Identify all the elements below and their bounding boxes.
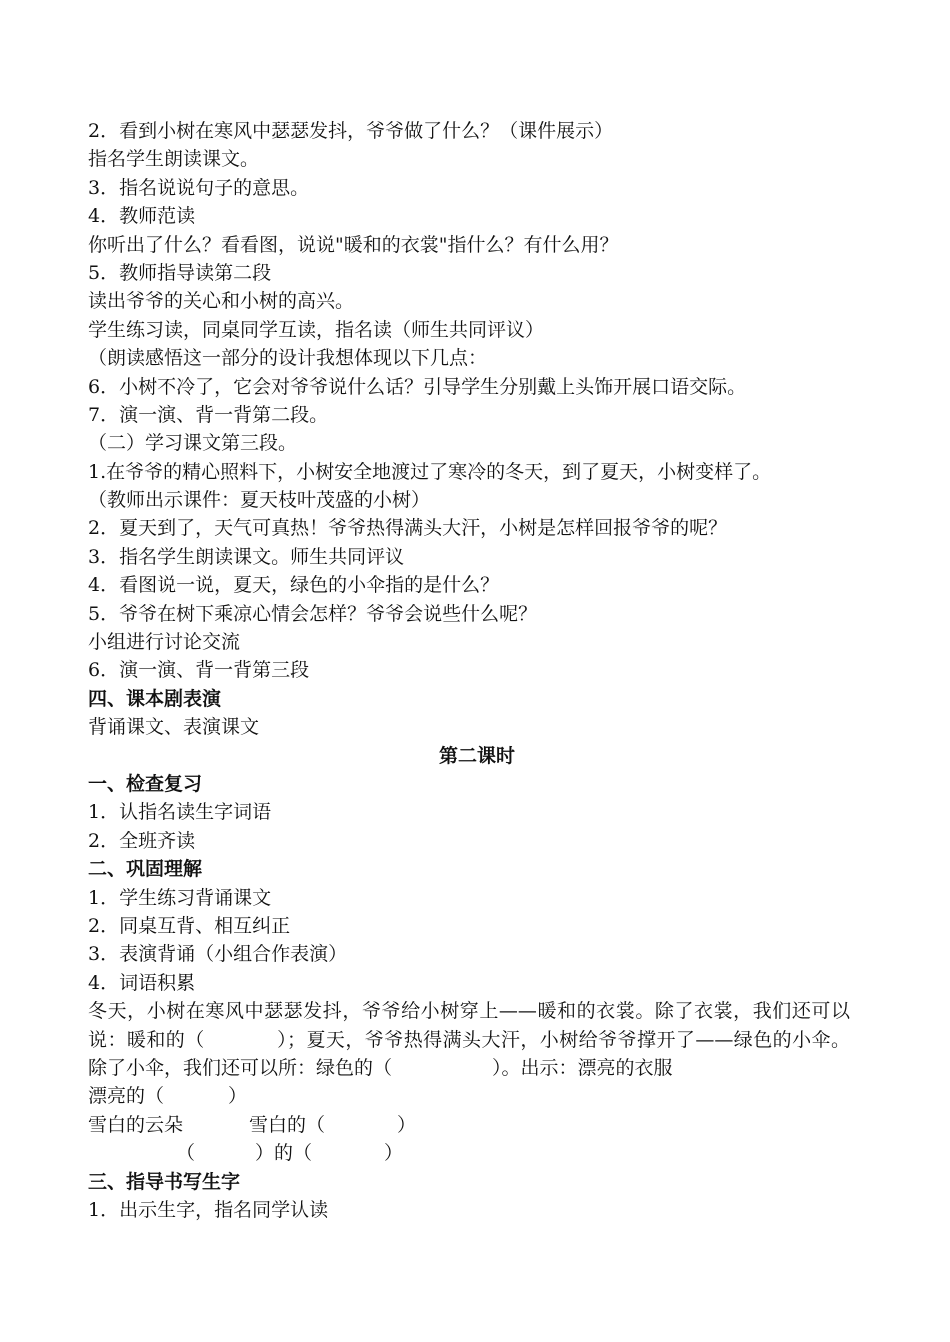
text-line: 学生练习读，同桌同学互读，指名读（师生共同评议） <box>88 318 545 341</box>
text-line: 1.在爷爷的精心照料下，小树安全地渡过了寒冷的冬天，到了夏天，小树变样了。 <box>88 460 772 483</box>
text-line: 2．夏天到了，天气可真热！爷爷热得满头大汗，小树是怎样回报爷爷的呢？ <box>88 517 728 540</box>
text-line: 2．全班齐读 <box>88 829 196 852</box>
text-line: 背诵课文、表演课文 <box>88 716 260 739</box>
text-line: 1．出示生字，指名同学认读 <box>88 1198 329 1221</box>
text-line: （朗读感悟这一部分的设计我想体现以下几点： <box>88 347 488 370</box>
text-line: 4．教师范读 <box>88 205 196 228</box>
text-line: 3．指名说说句子的意思。 <box>88 176 310 199</box>
text-line: 3．指名学生朗读课文。师生共同评议 <box>88 545 405 568</box>
vocabulary-paragraph <box>88 997 850 1082</box>
text-line: 5．教师指导读第二段 <box>88 261 272 284</box>
section-heading-review: 一、检查复习 <box>88 772 203 795</box>
text-line: 2．同桌互背、相互纠正 <box>88 914 291 937</box>
cloud-line: 雪白的云朵 雪白的（ ） <box>88 1113 417 1136</box>
text-line: （教师出示课件：夏天枝叶茂盛的小树） <box>88 489 431 512</box>
lesson-steps <box>88 117 858 685</box>
text-line: 5．爷爷在树下乘凉心情会怎样？爷爷会说些什么呢？ <box>88 602 538 625</box>
text-line: 7．演一演、背一背第二段。 <box>88 403 329 426</box>
text-line: 1．认指名读生字词语 <box>88 801 272 824</box>
section-heading-writing: 三、指导书写生字 <box>88 1170 241 1193</box>
section-heading-consolidate: 二、巩固理解 <box>88 858 203 881</box>
pretty-line: 漂亮的（ ） <box>88 1085 248 1108</box>
para-text-c: ）。出示：漂亮的衣服 <box>492 1056 673 1079</box>
section-heading-4: 四、课本剧表演 <box>88 687 222 710</box>
text-line: 2．看到小树在寒风中瑟瑟发抖，爷爷做了什么？（课件展示） <box>88 120 614 142</box>
text-line: 1．学生练习背诵课文 <box>88 886 272 909</box>
para-text-a: 冬天，小树在寒风中瑟瑟发抖，爷爷给小树穿上——暖和的衣裳。除了衣裳，我们还可以说：暖和的（ <box>88 1000 850 1051</box>
text-line: 你听出了什么？看看图，说说"暖和的衣裳"指什么？有什么用？ <box>88 233 619 256</box>
document-page <box>88 117 858 1224</box>
blank-line: （ ）的（ ） <box>176 1142 404 1165</box>
lesson2-title: 第二课时 <box>438 744 515 767</box>
text-line: 6．小树不冷了，它会对爷爷说什么话？引导学生分别戴上头饰开展口语交际。 <box>88 375 747 398</box>
text-line: 4．词语积累 <box>88 971 196 994</box>
text-line: 小组进行讨论交流 <box>88 631 241 654</box>
para-text-b: ）；夏天，爷爷热得满头大汗，小树给爷爷撑开了——绿色的小伞。除了小伞，我们还可以所：绿色的（ <box>88 1028 850 1079</box>
text-line: 6．演一演、背一背第三段 <box>88 659 310 682</box>
text-line: 3．表演背诵（小组合作表演） <box>88 943 348 966</box>
text-line: 指名学生朗读课文。 <box>88 148 260 171</box>
text-line: 4．看图说一说，夏天，绿色的小伞指的是什么？ <box>88 574 500 597</box>
text-line: （二）学习课文第三段。 <box>88 432 298 455</box>
text-line: 读出爷爷的关心和小树的高兴。 <box>88 290 355 313</box>
